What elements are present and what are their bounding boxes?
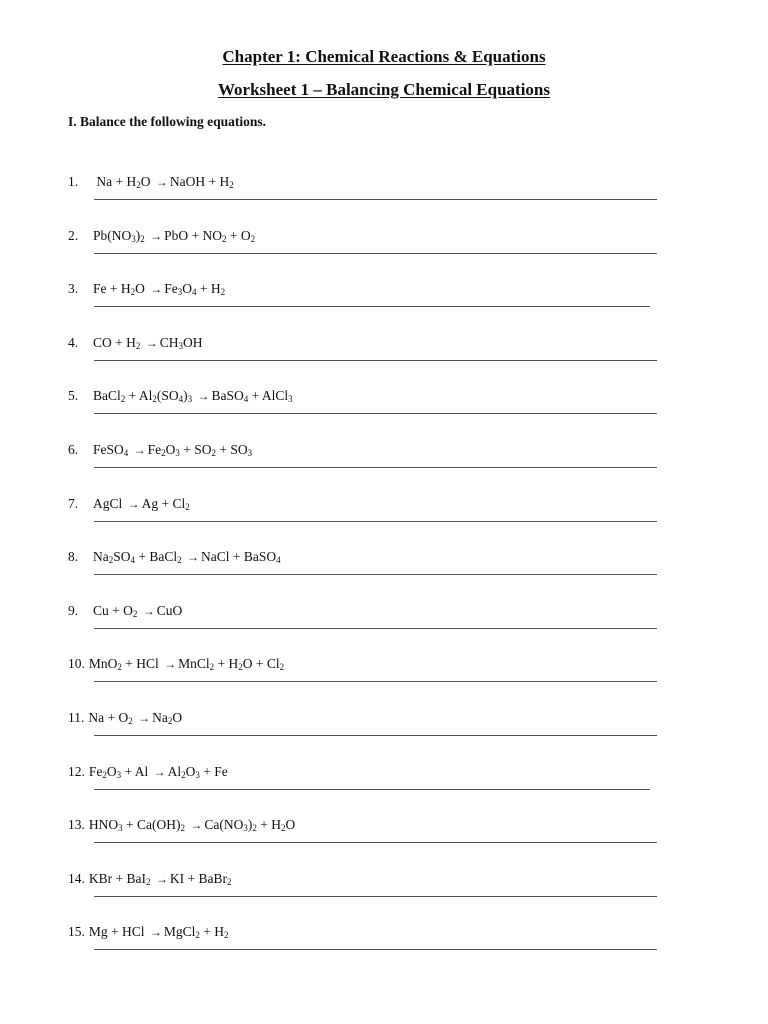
answer-line[interactable] xyxy=(94,896,657,897)
equation-item xyxy=(68,494,668,514)
equation-text xyxy=(68,601,668,621)
equation-number: 15. xyxy=(68,924,85,939)
equation-item xyxy=(68,172,668,192)
equation-text xyxy=(68,922,668,942)
equation-formula: $Fe + H_2O \to Fe_3O_4 + H_2$ xyxy=(93,281,226,297)
answer-line[interactable] xyxy=(94,842,657,843)
equation-item xyxy=(68,708,668,728)
equation-text xyxy=(68,172,668,192)
equation-formula: $Fe_2O_3 + Al \to Al_2O_3 + Fe$ xyxy=(88,764,228,780)
equation-formula: FeSO$_4$ → $Fe_2O_3 + SO_2 + SO_3$ xyxy=(93,442,253,458)
answer-line[interactable] xyxy=(94,789,650,790)
equation-formula: $Pb(NO_3)_2$ → PbO + $NO_2 + O_2$ xyxy=(93,228,256,244)
equation-text xyxy=(68,869,668,889)
answer-line[interactable] xyxy=(94,949,657,950)
equation-formula: CO + $H_2 \to CH_3OH$ xyxy=(93,335,203,351)
equation-number: 2. xyxy=(68,228,79,243)
equation-number: 12. xyxy=(68,764,85,779)
equation-item xyxy=(68,226,668,246)
equation-formula: AgCl → $Ag + Cl_2$ xyxy=(93,496,190,512)
equation-item xyxy=(68,869,668,889)
equation-item xyxy=(68,333,668,353)
equation-text xyxy=(68,547,668,567)
equation-item xyxy=(68,601,668,621)
equation-number: 5. xyxy=(68,388,79,403)
equation-number: 13. xyxy=(68,817,85,832)
answer-line[interactable] xyxy=(94,574,657,575)
worksheet-title: Worksheet 1 – Balancing Chemical Equations xyxy=(217,80,550,99)
equation-number: 4. xyxy=(68,335,79,350)
equation-text xyxy=(68,333,668,353)
answer-line[interactable] xyxy=(94,681,657,682)
equation-formula: $Na + O_2 \to Na_2O$ xyxy=(88,710,183,726)
answer-line[interactable] xyxy=(94,360,657,361)
equation-number: 14. xyxy=(68,871,85,886)
equation-text xyxy=(68,494,668,514)
equation-number: 1. xyxy=(68,174,79,189)
equation-text xyxy=(68,440,668,460)
equation-formula: MnO$_2$ + HCl → MnCl$_2$ + $H_2O + Cl_2$ xyxy=(88,656,285,672)
equation-item xyxy=(68,762,668,782)
equation-formula: BaCl$_2$ + $Al_2(SO_4)_3$ → BaSO$_4$ + AlCl$_3$ xyxy=(93,388,293,404)
equation-number: 3. xyxy=(68,281,79,296)
answer-line[interactable] xyxy=(94,199,657,200)
chapter-title: Chapter 1: Chemical Reactions & Equations xyxy=(222,47,546,66)
equation-formula: KBr + BaI$_2$ → KI + BaBr$_2$ xyxy=(88,871,232,887)
equation-item xyxy=(68,440,668,460)
equation-number: 8. xyxy=(68,549,79,564)
answer-line[interactable] xyxy=(94,628,657,629)
equation-number: 10. xyxy=(68,656,85,671)
equation-text xyxy=(68,279,668,299)
equation-text xyxy=(68,762,668,782)
equation-item xyxy=(68,279,668,299)
equation-text xyxy=(68,386,668,406)
equation-number: 6. xyxy=(68,442,79,457)
section-instruction: I. Balance the following equations. xyxy=(68,114,267,129)
equation-formula: $Na + H_2O$ → NaOH + $H_2$ xyxy=(93,174,234,190)
equation-formula: $HNO_3 + Ca(OH)_2 \to Ca(NO_3)_2 + H_2O$ xyxy=(88,817,296,833)
equation-item xyxy=(68,815,668,835)
equation-item xyxy=(68,654,668,674)
equation-text xyxy=(68,815,668,835)
equation-item xyxy=(68,386,668,406)
equation-formula: $Na_2SO_4$ + BaCl$_2$ → NaCl + BaSO$_4$ xyxy=(93,549,281,565)
answer-line[interactable] xyxy=(94,521,657,522)
equation-item xyxy=(68,547,668,567)
answer-line[interactable] xyxy=(94,306,650,307)
equation-formula: $Cu + O_2$ → CuO xyxy=(93,603,183,619)
equation-number: 7. xyxy=(68,496,79,511)
answer-line[interactable] xyxy=(94,467,657,468)
answer-line[interactable] xyxy=(94,413,657,414)
equation-number: 9. xyxy=(68,603,79,618)
equation-text xyxy=(68,708,668,728)
equation-item xyxy=(68,922,668,942)
answer-line[interactable] xyxy=(94,735,657,736)
equation-number: 11. xyxy=(68,710,85,725)
equation-text xyxy=(68,654,668,674)
equation-text xyxy=(68,226,668,246)
equation-formula: Mg + HCl → MgCl$_2$ + $H_2$ xyxy=(88,924,229,940)
answer-line[interactable] xyxy=(94,253,657,254)
